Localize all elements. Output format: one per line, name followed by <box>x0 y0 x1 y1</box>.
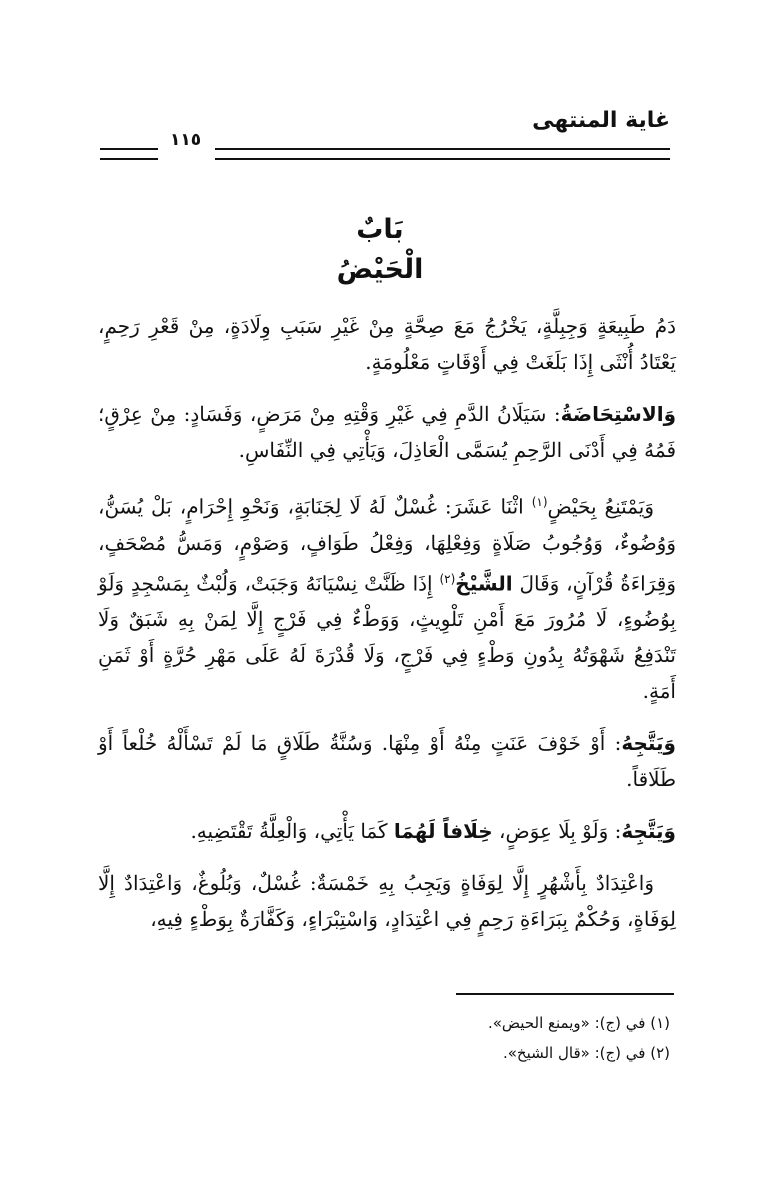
paragraph <box>98 813 676 849</box>
paragraph <box>98 308 676 380</box>
text-segment: : أَوْ خَوْفَ عَنَتٍ مِنْهُ أَوْ مِنْهَا. وَسُنَّةُ طَلَاقٍ مَا لَمْ تَسْأَلْهُ خُلْعاً أَوْ طَلَاقاً. <box>98 731 676 792</box>
text-segment: : وَلَوْ بِلَا عِوَضٍ، <box>492 819 622 844</box>
bold-term: خِلَافاً لَهُمَا <box>393 819 493 844</box>
paragraph <box>98 396 676 468</box>
text-segment: : سَيَلَانُ الدَّمِ فِي غَيْرِ وَقْتِهِ مِنْ مَرَضٍ، وَفَسَادٍ: مِنْ عِرْقٍ؛ فَمُهُ فِي أَدْنَى الرَّحِمِ يُسَمَّى الْعَاذِلَ، وَيَأْتِي فِي النِّفَاسِ. <box>98 402 676 462</box>
text-segment: وَيَمْتَنِعُ بِحَيْضٍ <box>547 494 655 519</box>
paragraph <box>98 484 676 709</box>
text-segment: وَاعْتِدَادٌ بِأَشْهُرٍ إِلَّا لِوَفَاةٍ وَيَجِبُ بِهِ خَمْسَةٌ: غُسْلٌ، وَبُلُوغٌ، وَاعْتِدَادٌ إِلَّا لِوَفَاةٍ، وَحُكْمٌ بِبَرَاءَةِ رَحِمٍ فِي اعْتِدَادٍ، وَاسْتِبْرَاءٍ، وَكَفَّارَةٌ بِوَطْءٍ فِيهِ، <box>98 871 676 932</box>
header-double-rule <box>215 148 670 160</box>
footnote-reference: (٢) <box>439 571 456 586</box>
footnote-reference: (١) <box>531 495 548 509</box>
page-number: ١١٥ <box>170 130 202 150</box>
page-header <box>100 108 670 158</box>
running-title: غاية المنتهى <box>532 108 670 133</box>
bold-term: وَيَتَّجِهُ <box>621 731 676 756</box>
text-segment: إِذَا ظَنَّتْ نِسْيَانَهُ وَجَبَتْ، وَلُبْثٌ بِمَسْجِدٍ وَلَوْ بِوُضُوءٍ، لَا مُرُورَ مَعَ أَمْنِ تَلْوِيثٍ، وَوَطْءٌ فِي فَرْجٍ إِلَّا لِمَنْ بِهِ شَبَقٌ وَلَا تَنْدَفِعُ شَهْوَتُهُ بِدُونِ وَطْءٍ فِي فَرْجٍ، وَلَا قُدْرَةَ لَهُ عَلَى مَهْرِ حُرَّةٍ أَوْ ثَمَنِ أَمَةٍ. <box>98 571 677 704</box>
footnote: (١) في (ج): «ويمنع الحيض». <box>487 1014 670 1032</box>
footnote: (٢) في (ج): «قال الشيخ». <box>502 1044 670 1062</box>
chapter-heading <box>0 210 760 290</box>
text-segment: دَمُ طَبِيعَةٍ وَجِبِلَّةٍ، يَخْرُجُ مَعَ صِحَّةٍ مِنْ غَيْرِ سَبَبِ وِلَادَةٍ، مِنْ قَعْرِ رَحِمٍ، يَعْتَادُ أُنْثَى إِذَا بَلَغَتْ فِي أَوْقَاتٍ مَعْلُومَةٍ. <box>98 314 676 374</box>
paragraph <box>98 865 676 937</box>
chapter-title: الْحَيْضُ <box>336 254 424 285</box>
footnote-separator <box>456 993 674 995</box>
chapter-label: بَابٌ <box>356 214 404 245</box>
bold-term: وَالاسْتِحَاضَةُ <box>560 402 676 426</box>
paragraph <box>98 725 676 797</box>
footnotes <box>110 1008 670 1068</box>
text-segment: اثْنَا عَشَرَ: غُسْلٌ لَهُ لَا لِجَنَابَةٍ، وَنَحْوِ إِحْرَامٍ، بَلْ يُسَنُّ، وَوُضُوءٌ، وَوُجُوبُ صَلَاةٍ وَفِعْلِهَا، وَفِعْلُ طَوَافٍ، وَصَوْمٍ، وَمَسُّ مُصْحَفٍ، وَقِرَاءَةُ قُرْآنٍ، وَقَالَ <box>98 494 676 596</box>
bold-term: وَيَتَّجِهُ <box>621 819 676 844</box>
bold-term: الشَّيْخُ <box>455 571 513 596</box>
header-double-rule-short <box>100 148 158 160</box>
body-text <box>98 308 676 953</box>
text-segment: كَمَا يَأْتِي، وَالْعِلَّةُ تَقْتَضِيهِ. <box>190 819 394 844</box>
